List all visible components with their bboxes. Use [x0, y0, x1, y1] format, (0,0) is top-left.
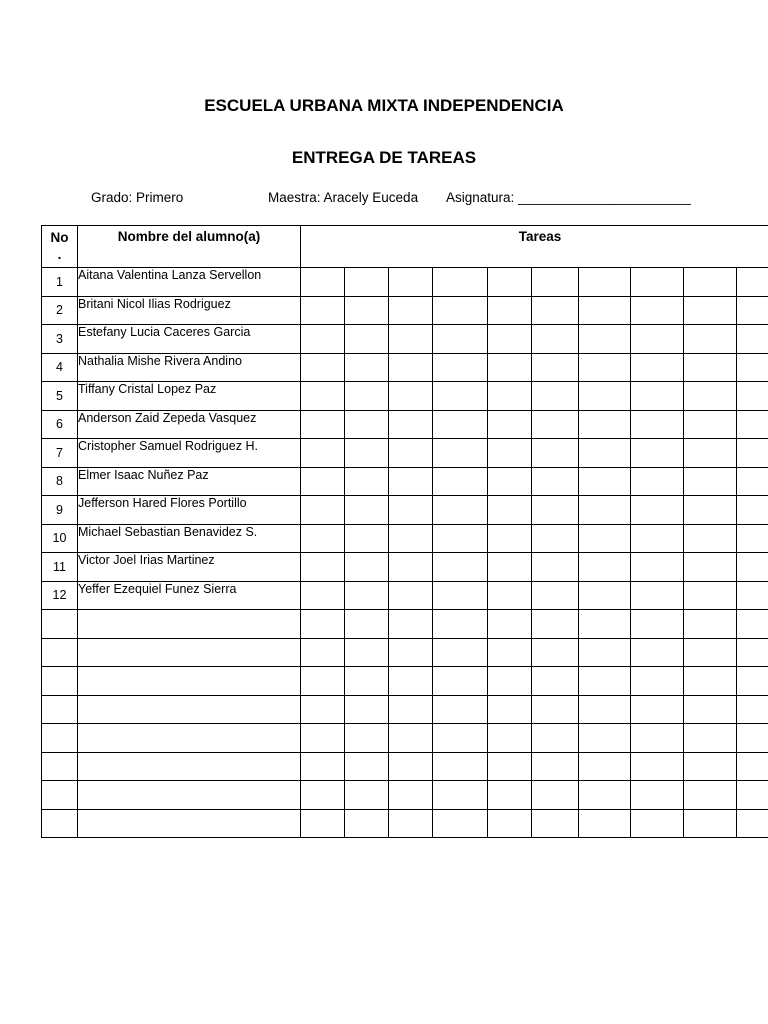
tarea-cell: [684, 353, 737, 382]
student-name: Estefany Lucia Caceres Garcia: [78, 325, 301, 354]
tarea-cell: [389, 667, 433, 696]
table-row: [42, 581, 768, 610]
tarea-cell: [684, 752, 737, 781]
tarea-cell: [579, 553, 631, 582]
row-number: 8: [42, 467, 78, 496]
tarea-cell: [345, 724, 389, 753]
tarea-cell: [389, 467, 433, 496]
row-number: 6: [42, 410, 78, 439]
tarea-cell: [532, 296, 579, 325]
table-row: [42, 524, 768, 553]
tarea-cell: [301, 667, 345, 696]
tarea-cell: [684, 382, 737, 411]
tarea-cell: [389, 752, 433, 781]
tarea-cell: [532, 724, 579, 753]
tarea-cell: [389, 353, 433, 382]
tarea-cell: [737, 467, 768, 496]
tarea-cell: [631, 382, 684, 411]
tarea-cell: [389, 496, 433, 525]
table-row: [42, 268, 768, 297]
row-number: [42, 752, 78, 781]
tarea-cell: [532, 667, 579, 696]
tarea-cell: [488, 752, 532, 781]
table-row: [42, 296, 768, 325]
tarea-cell: [684, 467, 737, 496]
student-name: Aitana Valentina Lanza Servellon: [78, 268, 301, 297]
header-row: [42, 226, 768, 268]
student-name: [78, 809, 301, 838]
table-row: [42, 638, 768, 667]
tarea-cell: [433, 410, 488, 439]
tarea-cell: [532, 467, 579, 496]
tarea-cell: [345, 353, 389, 382]
table-row: [42, 410, 768, 439]
tarea-cell: [433, 752, 488, 781]
tarea-cell: [631, 809, 684, 838]
tarea-cell: [684, 809, 737, 838]
tarea-cell: [488, 467, 532, 496]
tarea-cell: [631, 667, 684, 696]
tarea-cell: [433, 809, 488, 838]
student-name: Nathalia Mishe Rivera Andino: [78, 353, 301, 382]
tarea-cell: [737, 809, 768, 838]
tarea-cell: [684, 296, 737, 325]
tarea-cell: [532, 496, 579, 525]
tarea-cell: [433, 638, 488, 667]
tarea-cell: [631, 467, 684, 496]
row-number: [42, 638, 78, 667]
student-name: Yeffer Ezequiel Funez Sierra: [78, 581, 301, 610]
row-number: 12: [42, 581, 78, 610]
row-number: [42, 809, 78, 838]
row-number: 3: [42, 325, 78, 354]
tarea-cell: [301, 781, 345, 810]
tarea-cell: [389, 581, 433, 610]
tarea-cell: [631, 724, 684, 753]
tarea-cell: [488, 439, 532, 468]
tarea-cell: [488, 496, 532, 525]
tarea-cell: [684, 781, 737, 810]
tarea-cell: [579, 610, 631, 639]
asignatura-label: Asignatura: _______________________: [446, 190, 691, 205]
row-number: 1: [42, 268, 78, 297]
row-number: 5: [42, 382, 78, 411]
row-number: [42, 695, 78, 724]
tarea-cell: [345, 638, 389, 667]
table-row: [42, 553, 768, 582]
table-row: [42, 325, 768, 354]
tarea-cell: [579, 724, 631, 753]
roster-body: [42, 268, 768, 838]
tarea-cell: [389, 268, 433, 297]
tarea-cell: [488, 410, 532, 439]
tarea-cell: [433, 724, 488, 753]
tarea-cell: [737, 410, 768, 439]
tarea-cell: [532, 325, 579, 354]
header-name: Nombre del alumno(a): [78, 226, 301, 268]
tarea-cell: [301, 610, 345, 639]
tarea-cell: [631, 581, 684, 610]
tarea-cell: [579, 809, 631, 838]
tarea-cell: [532, 781, 579, 810]
table-row: [42, 695, 768, 724]
tarea-cell: [345, 695, 389, 724]
tarea-cell: [631, 439, 684, 468]
tarea-cell: [737, 268, 768, 297]
tarea-cell: [579, 667, 631, 696]
table-row: [42, 382, 768, 411]
table-row: [42, 809, 768, 838]
tarea-cell: [579, 467, 631, 496]
row-number: 4: [42, 353, 78, 382]
tarea-cell: [433, 524, 488, 553]
tarea-cell: [684, 695, 737, 724]
tarea-cell: [488, 724, 532, 753]
tarea-cell: [433, 353, 488, 382]
tarea-cell: [579, 496, 631, 525]
tarea-cell: [579, 268, 631, 297]
tarea-cell: [488, 581, 532, 610]
tarea-cell: [433, 581, 488, 610]
tarea-cell: [345, 382, 389, 411]
tarea-cell: [737, 724, 768, 753]
student-name: [78, 638, 301, 667]
tarea-cell: [301, 296, 345, 325]
tarea-cell: [684, 581, 737, 610]
tarea-cell: [532, 638, 579, 667]
tarea-cell: [737, 752, 768, 781]
table-row: [42, 496, 768, 525]
tarea-cell: [532, 581, 579, 610]
tarea-cell: [579, 410, 631, 439]
tarea-cell: [389, 296, 433, 325]
tarea-cell: [737, 353, 768, 382]
tarea-cell: [684, 524, 737, 553]
tarea-cell: [684, 410, 737, 439]
tarea-cell: [579, 695, 631, 724]
tarea-cell: [433, 695, 488, 724]
tarea-cell: [301, 638, 345, 667]
tarea-cell: [579, 325, 631, 354]
tarea-cell: [488, 781, 532, 810]
tarea-cell: [532, 410, 579, 439]
header-no-line1: No: [50, 230, 69, 245]
tarea-cell: [345, 467, 389, 496]
tarea-cell: [631, 638, 684, 667]
tarea-cell: [488, 325, 532, 354]
table-row: [42, 467, 768, 496]
table-row: [42, 353, 768, 382]
tarea-cell: [433, 325, 488, 354]
tarea-cell: [532, 553, 579, 582]
tarea-cell: [579, 781, 631, 810]
tarea-cell: [488, 667, 532, 696]
student-name: Tiffany Cristal Lopez Paz: [78, 382, 301, 411]
tarea-cell: [684, 724, 737, 753]
tarea-cell: [737, 553, 768, 582]
tarea-cell: [579, 581, 631, 610]
tarea-cell: [301, 439, 345, 468]
tarea-cell: [532, 610, 579, 639]
tarea-cell: [389, 809, 433, 838]
tarea-cell: [684, 439, 737, 468]
tarea-cell: [301, 268, 345, 297]
tarea-cell: [631, 610, 684, 639]
tarea-cell: [301, 752, 345, 781]
tarea-cell: [433, 268, 488, 297]
tarea-cell: [631, 496, 684, 525]
tarea-cell: [301, 553, 345, 582]
tarea-cell: [389, 610, 433, 639]
tarea-cell: [433, 296, 488, 325]
tarea-cell: [345, 667, 389, 696]
header-tareas: Tareas: [301, 226, 768, 268]
table-row: [42, 439, 768, 468]
row-number: 10: [42, 524, 78, 553]
tarea-cell: [532, 752, 579, 781]
tarea-cell: [631, 325, 684, 354]
tarea-cell: [532, 268, 579, 297]
student-name: [78, 667, 301, 696]
tarea-cell: [433, 496, 488, 525]
tarea-cell: [737, 638, 768, 667]
tarea-cell: [684, 325, 737, 354]
tarea-cell: [301, 695, 345, 724]
tarea-cell: [684, 553, 737, 582]
tarea-cell: [631, 752, 684, 781]
tarea-cell: [579, 353, 631, 382]
student-name: [78, 752, 301, 781]
tarea-cell: [301, 809, 345, 838]
row-number: [42, 667, 78, 696]
tarea-cell: [631, 524, 684, 553]
student-name: Britani Nicol Ilias Rodriguez: [78, 296, 301, 325]
tarea-cell: [579, 638, 631, 667]
tarea-cell: [737, 439, 768, 468]
row-number: 2: [42, 296, 78, 325]
row-number: [42, 610, 78, 639]
tarea-cell: [579, 752, 631, 781]
tarea-cell: [631, 695, 684, 724]
tarea-cell: [532, 382, 579, 411]
table-row: [42, 610, 768, 639]
tarea-cell: [631, 353, 684, 382]
tarea-cell: [389, 781, 433, 810]
tarea-cell: [737, 610, 768, 639]
document-title: ENTREGA DE TAREAS: [291, 148, 477, 167]
tarea-cell: [433, 610, 488, 639]
table-row: [42, 781, 768, 810]
student-name: [78, 781, 301, 810]
tarea-cell: [345, 581, 389, 610]
tarea-cell: [532, 353, 579, 382]
tarea-cell: [389, 524, 433, 553]
tarea-cell: [488, 553, 532, 582]
tarea-cell: [345, 268, 389, 297]
student-name: Elmer Isaac Nuñez Paz: [78, 467, 301, 496]
tarea-cell: [301, 410, 345, 439]
maestra-label: Maestra: Aracely Euceda: [268, 190, 419, 205]
student-name: Victor Joel Irias Martinez: [78, 553, 301, 582]
tarea-cell: [488, 809, 532, 838]
tarea-cell: [301, 581, 345, 610]
tarea-cell: [301, 382, 345, 411]
student-name: Anderson Zaid Zepeda Vasquez: [78, 410, 301, 439]
tarea-cell: [737, 496, 768, 525]
tarea-cell: [389, 382, 433, 411]
tarea-cell: [301, 353, 345, 382]
tarea-cell: [631, 781, 684, 810]
tarea-cell: [488, 695, 532, 724]
tarea-cell: [684, 667, 737, 696]
student-name: Jefferson Hared Flores Portillo: [78, 496, 301, 525]
tarea-cell: [579, 296, 631, 325]
tarea-cell: [737, 524, 768, 553]
row-number: [42, 781, 78, 810]
header-no-line2: .: [57, 247, 62, 262]
tarea-cell: [488, 524, 532, 553]
tarea-cell: [488, 382, 532, 411]
tarea-cell: [631, 296, 684, 325]
tarea-cell: [389, 695, 433, 724]
tarea-cell: [488, 638, 532, 667]
tarea-cell: [345, 410, 389, 439]
tarea-cell: [389, 439, 433, 468]
tarea-cell: [345, 752, 389, 781]
row-number: 7: [42, 439, 78, 468]
table-row: [42, 752, 768, 781]
tarea-cell: [345, 439, 389, 468]
student-name: [78, 610, 301, 639]
tarea-cell: [433, 667, 488, 696]
tarea-cell: [532, 439, 579, 468]
roster-table: [41, 225, 768, 838]
student-name: [78, 724, 301, 753]
tarea-cell: [684, 268, 737, 297]
tarea-cell: [488, 268, 532, 297]
row-number: 9: [42, 496, 78, 525]
tarea-cell: [301, 724, 345, 753]
tarea-cell: [301, 496, 345, 525]
tarea-cell: [301, 524, 345, 553]
tarea-cell: [737, 296, 768, 325]
tarea-cell: [737, 325, 768, 354]
tarea-cell: [433, 439, 488, 468]
school-title: ESCUELA URBANA MIXTA INDEPENDENCIA: [204, 96, 564, 115]
tarea-cell: [389, 638, 433, 667]
tarea-cell: [579, 524, 631, 553]
tarea-cell: [684, 610, 737, 639]
tarea-cell: [737, 382, 768, 411]
header-no: [42, 226, 78, 268]
tarea-cell: [631, 410, 684, 439]
tarea-cell: [389, 553, 433, 582]
row-number: [42, 724, 78, 753]
tarea-cell: [345, 781, 389, 810]
tarea-cell: [389, 410, 433, 439]
tarea-cell: [684, 496, 737, 525]
tarea-cell: [737, 695, 768, 724]
tarea-cell: [389, 325, 433, 354]
tarea-cell: [389, 724, 433, 753]
tarea-cell: [301, 325, 345, 354]
tarea-cell: [433, 781, 488, 810]
tarea-cell: [488, 296, 532, 325]
tarea-cell: [345, 325, 389, 354]
tarea-cell: [631, 553, 684, 582]
tarea-cell: [345, 553, 389, 582]
tarea-cell: [684, 638, 737, 667]
tarea-cell: [345, 610, 389, 639]
tarea-cell: [345, 496, 389, 525]
row-number: 11: [42, 553, 78, 582]
tarea-cell: [737, 581, 768, 610]
tarea-cell: [737, 781, 768, 810]
tarea-cell: [433, 467, 488, 496]
tarea-cell: [488, 353, 532, 382]
tarea-cell: [301, 467, 345, 496]
table-row: [42, 724, 768, 753]
tarea-cell: [433, 553, 488, 582]
tarea-cell: [345, 296, 389, 325]
tarea-cell: [737, 667, 768, 696]
tarea-cell: [345, 524, 389, 553]
tarea-cell: [532, 695, 579, 724]
student-name: [78, 695, 301, 724]
tarea-cell: [433, 382, 488, 411]
table-row: [42, 667, 768, 696]
tarea-cell: [579, 439, 631, 468]
tarea-cell: [488, 610, 532, 639]
student-name: Michael Sebastian Benavidez S.: [78, 524, 301, 553]
tarea-cell: [532, 809, 579, 838]
tarea-cell: [532, 524, 579, 553]
tarea-cell: [345, 809, 389, 838]
student-name: Cristopher Samuel Rodriguez H.: [78, 439, 301, 468]
grado-label: Grado: Primero: [91, 190, 184, 205]
tarea-cell: [579, 382, 631, 411]
tarea-cell: [631, 268, 684, 297]
